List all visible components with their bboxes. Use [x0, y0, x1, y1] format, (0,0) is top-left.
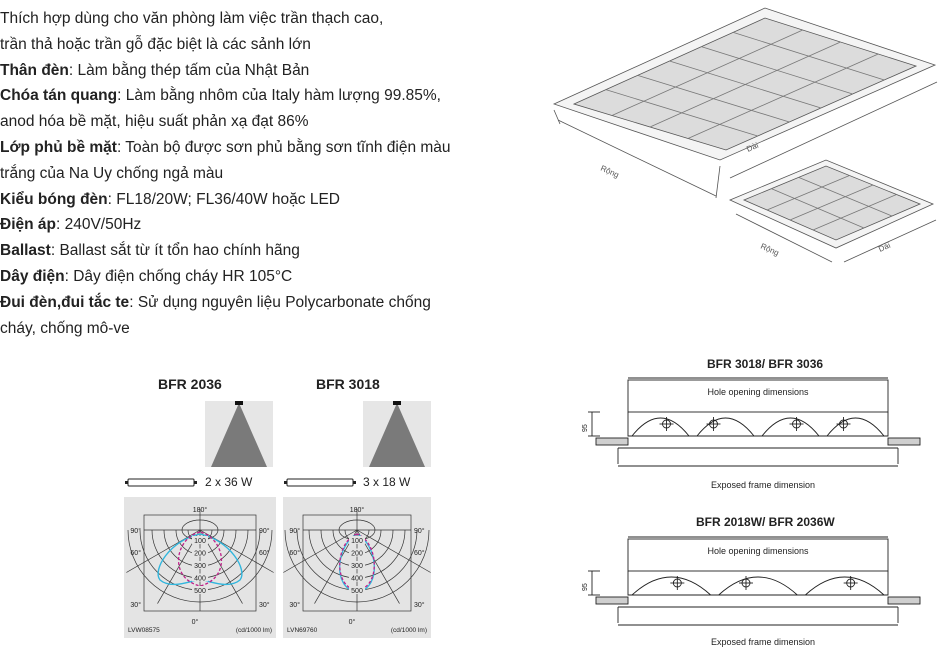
ring-value-label: 300 [194, 563, 206, 570]
large-width-label: Rộng [599, 163, 621, 180]
spec-value: FL18/20W; FL36/40W hoặc LED [116, 190, 340, 208]
polar-label-180: 180° [192, 507, 208, 514]
polar-label-90: 90° [414, 528, 425, 535]
hole-opening-label: Hole opening dimensions [707, 387, 809, 397]
ring-value-label: 100 [194, 538, 206, 545]
spec-line [0, 58, 520, 84]
lamp-spec-bfr-3018: 3 x 18 W [363, 475, 411, 489]
ring-value-label: 400 [194, 575, 206, 583]
reflector-arch [719, 577, 798, 595]
polar-diagram-bfr-3018 [283, 497, 431, 638]
spec-line [0, 109, 520, 135]
spec-line [0, 316, 520, 342]
polar-label-0: 0° [191, 619, 199, 626]
spec-separator: : [117, 87, 126, 105]
spec-value: anod hóa bề mặt, hiệu suất phản xạ đạt 86% [0, 113, 309, 131]
spec-line [0, 135, 520, 161]
intro-line: trần thả hoặc trần gỗ đặc biệt là các sảnh lớn [0, 35, 311, 53]
dimension-drawing-1 [582, 372, 933, 494]
spec-line [0, 83, 520, 109]
spec-value: trắng của Na Uy chống ngả màu [0, 164, 224, 182]
exposed-frame-label: Exposed frame dimension [710, 637, 816, 647]
polar-label-180: 180° [349, 507, 365, 514]
beam-diagram-bfr-3018 [363, 401, 431, 467]
polar-label-60: 60° [259, 550, 270, 557]
beam-diagram-bfr-2036 [205, 401, 273, 467]
small-fixture-inner [744, 166, 920, 240]
fixture-illustration [540, 0, 941, 275]
diagram-unit: (cd/1000 lm) [390, 627, 427, 634]
spec-label: Kiểu bóng đèn [0, 190, 108, 208]
side-flange [888, 438, 920, 445]
spec-line [0, 187, 520, 213]
polar-label-90: 90° [259, 528, 270, 535]
spec-separator: : [50, 242, 60, 260]
depth-label: 95 [582, 583, 589, 591]
spec-value: Làm bằng thép tấm của Nhật Bản [77, 61, 310, 79]
spec-separator: : [116, 138, 126, 156]
product-name-bfr-2036: BFR 2036 [158, 376, 222, 392]
dimension-drawing-2 [582, 531, 933, 651]
reflector-arch [805, 577, 884, 595]
polar-label-30: 30° [414, 602, 425, 609]
diagram-reference: LVW08575 [128, 627, 160, 634]
spec-label: Đui đèn,đui tắc te [0, 293, 130, 311]
ring-value-label: 400 [351, 575, 363, 583]
side-flange [596, 438, 628, 445]
reflector-arch [697, 418, 754, 436]
spec-value: Toàn bộ được sơn phủ bằng sơn tĩnh điện màu [125, 138, 451, 156]
ring-value-label: 100 [351, 538, 363, 545]
spec-value: Dây điện chống cháy HR 105°C [73, 267, 293, 285]
polar-label-60: 60° [289, 550, 300, 557]
side-flange [596, 597, 628, 604]
spec-label: Chóa tán quang [0, 87, 118, 105]
polar-label-30: 30° [289, 602, 300, 609]
polar-label-60: 60° [130, 550, 141, 557]
reflector-arch [762, 418, 819, 436]
polar-label-0: 0° [348, 619, 356, 626]
reflector-arch [827, 418, 884, 436]
spec-label: Lớp phủ bề mặt [0, 138, 117, 156]
dimension-title-2: BFR 2018W/ BFR 2036W [696, 515, 835, 529]
spec-label: Thân đèn [0, 61, 69, 79]
polar-label-90: 90° [130, 528, 141, 535]
lamp-spec-bfr-2036: 2 x 36 W [205, 475, 253, 489]
spec-line [0, 290, 520, 316]
small-length-label: Dài [877, 240, 892, 254]
spec-separator: : [129, 293, 138, 311]
small-width-label: Rộng [759, 241, 781, 258]
reflector-arch [632, 418, 689, 436]
ring-value-label: 300 [351, 563, 363, 570]
spec-separator: : [64, 267, 74, 285]
diagram-reference: LVN69760 [287, 627, 318, 634]
ring-value-label: 200 [351, 550, 363, 558]
spec-value: cháy, chống mô-ve [0, 319, 130, 337]
side-flange [888, 597, 920, 604]
dimension-title-1: BFR 3018/ BFR 3036 [707, 357, 824, 371]
spec-label: Dây điện [0, 267, 65, 285]
large-length-label: Dài [745, 140, 760, 154]
spec-separator: : [68, 61, 78, 79]
spec-line [0, 264, 520, 290]
polar-label-60: 60° [414, 550, 425, 557]
lamp-tube-icon [284, 476, 356, 490]
spec-label: Ballast [0, 242, 51, 260]
lamp-tube-icon [125, 476, 197, 490]
product-name-bfr-3018: BFR 3018 [316, 376, 380, 392]
depth-label: 95 [582, 424, 589, 432]
spec-value: 240V/50Hz [64, 216, 142, 234]
spec-value: Làm bằng nhôm của Italy hàm lượng 99.85%, [125, 87, 441, 105]
spec-value: Sử dụng nguyên liệu Polycarbonate chống [137, 293, 431, 311]
spec-line [0, 238, 520, 264]
spec-value: Ballast sắt từ ít tổn hao chính hãng [59, 242, 300, 260]
diagram-unit: (cd/1000 lm) [235, 627, 272, 634]
spec-line [0, 212, 520, 238]
large-fixture-inner [574, 18, 916, 150]
reflector-arch [632, 577, 711, 595]
intro-line: Thích hợp dùng cho văn phòng làm việc trần thạch cao, [0, 10, 384, 27]
polar-label-90: 90° [289, 528, 300, 535]
exposed-frame-label: Exposed frame dimension [710, 480, 816, 490]
spec-label: Điện áp [0, 216, 56, 234]
ring-value-label: 500 [351, 588, 363, 595]
spec-separator: : [55, 216, 65, 234]
ring-value-label: 200 [194, 550, 206, 558]
hole-opening-label: Hole opening dimensions [707, 546, 809, 556]
specification-text [0, 6, 520, 341]
ring-value-label: 500 [194, 588, 206, 595]
polar-label-30: 30° [259, 602, 270, 609]
polar-label-30: 30° [130, 602, 141, 609]
polar-diagram-bfr-2036 [124, 497, 276, 638]
spec-line [0, 161, 520, 187]
spec-separator: : [107, 190, 117, 208]
